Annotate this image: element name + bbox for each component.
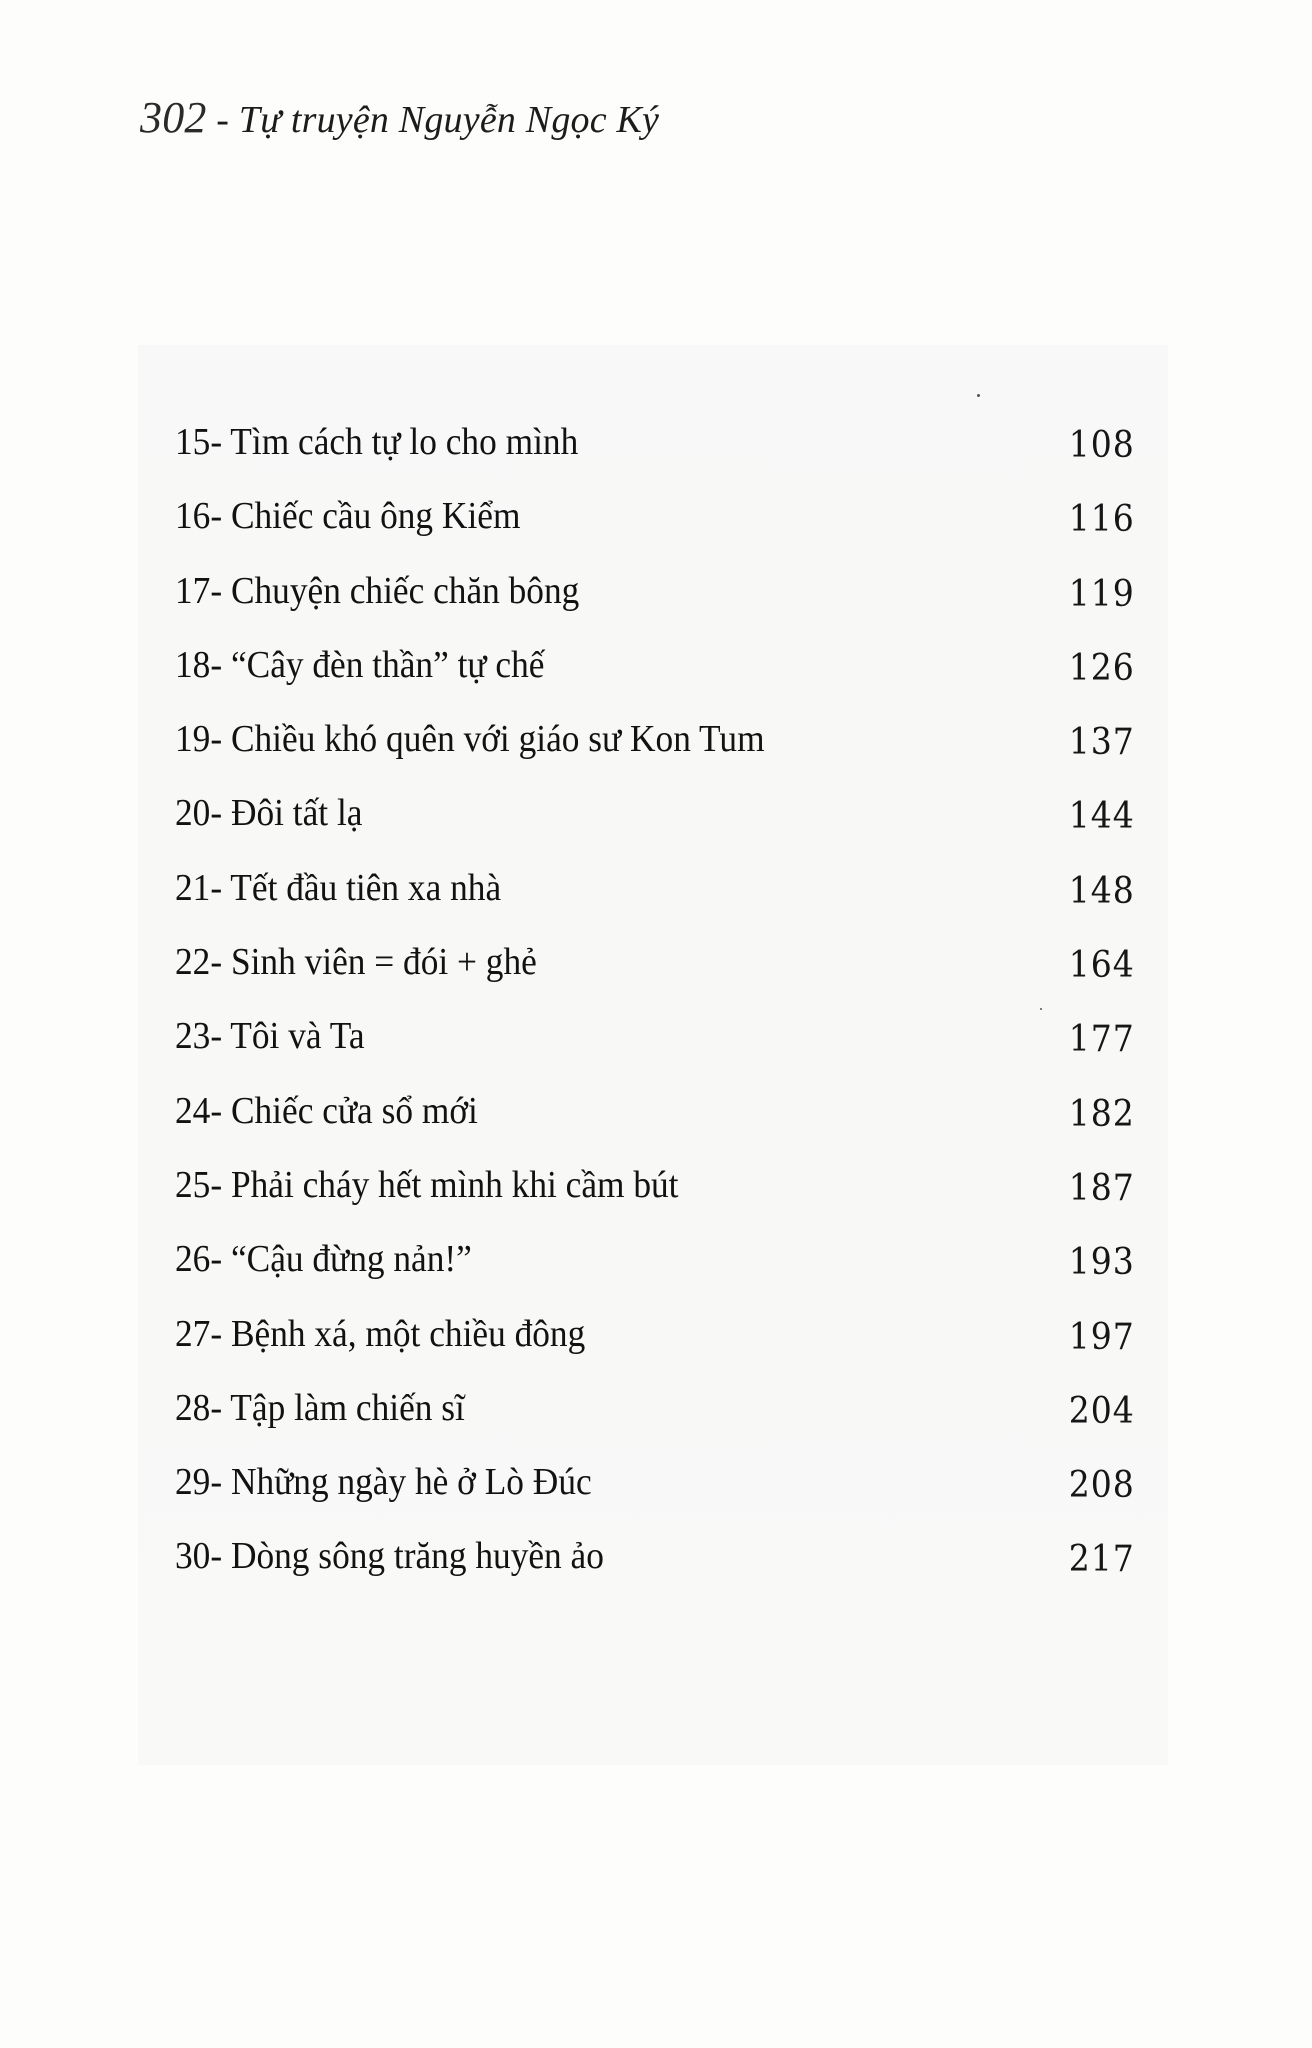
table-of-contents (175, 418, 1135, 1607)
toc-entry (175, 1458, 1135, 1532)
running-header (140, 92, 659, 143)
toc-entry (175, 715, 1135, 789)
toc-entry (175, 938, 1135, 1012)
toc-entry-title: 29- Những ngày hè ở Lò Đúc (175, 1461, 592, 1504)
toc-entry-title: 20- Đôi tất lạ (175, 792, 363, 835)
toc-entry (175, 641, 1135, 715)
toc-entry-page: 217 (1069, 1539, 1135, 1581)
toc-entry-title: 15- Tìm cách tự lo cho mình (175, 421, 579, 463)
paper-speck (977, 394, 980, 397)
toc-entry-title: 27- Bệnh xá, một chiều đông (175, 1312, 586, 1355)
toc-entry (175, 492, 1135, 566)
toc-entry (175, 1012, 1135, 1086)
toc-entry (175, 1310, 1135, 1384)
toc-entry-page: 204 (1069, 1390, 1135, 1432)
toc-entry-page: 144 (1069, 796, 1135, 838)
toc-entry-page: 177 (1069, 1019, 1135, 1061)
toc-entry-page: 187 (1069, 1167, 1135, 1209)
toc-entry-title: 23- Tôi và Ta (175, 1015, 365, 1058)
toc-entry-page: 193 (1069, 1242, 1135, 1284)
toc-entry-title: 28- Tập làm chiến sĩ (175, 1386, 465, 1429)
toc-entry-title: 17- Chuyện chiếc chăn bông (175, 569, 580, 612)
paper-speck (1040, 1008, 1042, 1010)
toc-entry-page: 148 (1069, 870, 1135, 912)
toc-entry (175, 864, 1135, 938)
toc-entry-page: 164 (1069, 945, 1135, 987)
toc-entry (175, 1235, 1135, 1309)
toc-entry-title: 21- Tết đầu tiên xa nhà (175, 866, 502, 909)
toc-entry-page: 197 (1069, 1316, 1135, 1358)
toc-entry (175, 567, 1135, 641)
toc-entry-page: 182 (1069, 1093, 1135, 1135)
toc-entry-page: 108 (1069, 425, 1135, 466)
toc-entry-title: 30- Dòng sông trăng huyền ảo (175, 1535, 604, 1578)
toc-entry (175, 1087, 1135, 1161)
toc-entry (175, 789, 1135, 863)
toc-entry-page: 137 (1069, 722, 1135, 764)
toc-entry-title: 22- Sinh viên = đói + ghẻ (175, 941, 537, 984)
toc-entry (175, 1532, 1135, 1606)
toc-entry-title: 24- Chiếc cửa sổ mới (175, 1089, 478, 1132)
toc-entry-title: 19- Chiều khó quên với giáo sư Kon Tum (175, 718, 765, 761)
header-separator: - (206, 99, 239, 141)
toc-entry-page: 116 (1069, 499, 1135, 541)
toc-entry-page: 208 (1069, 1465, 1135, 1507)
toc-entry-title: 25- Phải cháy hết mình khi cầm bút (175, 1163, 679, 1206)
toc-entry-page: 119 (1069, 573, 1135, 615)
toc-entry (175, 418, 1135, 492)
toc-entry (175, 1161, 1135, 1235)
page-number: 302 (140, 93, 207, 142)
toc-entry-title: 18- “Cây đèn thần” tự chế (175, 643, 545, 686)
book-title: Tự truyện Nguyễn Ngọc Ký (238, 99, 660, 141)
toc-entry-page: 126 (1069, 647, 1135, 689)
toc-entry-title: 26- “Cậu đừng nản!” (175, 1238, 472, 1281)
toc-entry-title: 16- Chiếc cầu ông Kiểm (175, 495, 521, 538)
toc-entry (175, 1384, 1135, 1458)
